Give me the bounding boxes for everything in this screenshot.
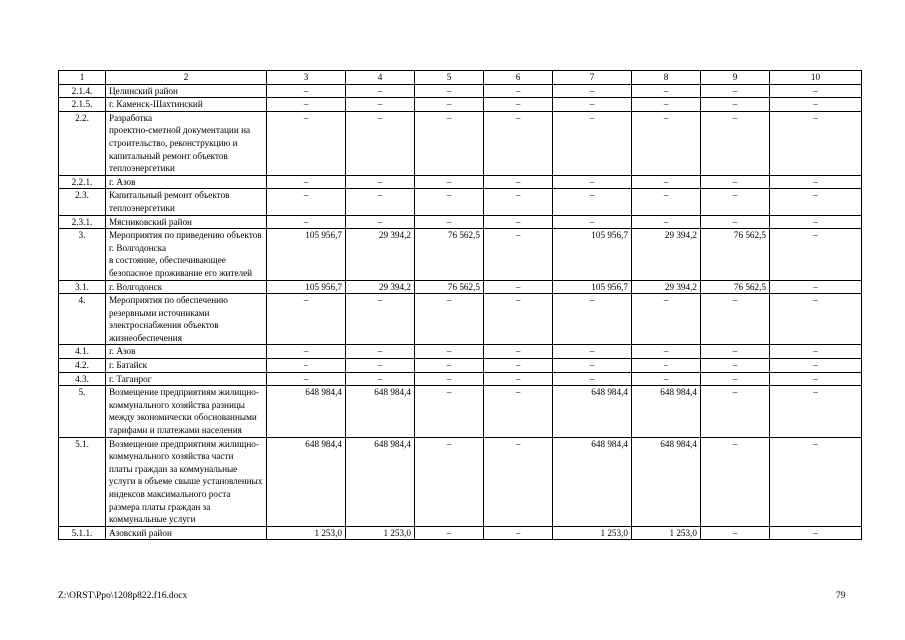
value-cell: 29 394,2 (632, 280, 701, 294)
row-name: г. Азов (106, 345, 267, 359)
value-cell: – (415, 175, 484, 189)
value-cell: 648 984,4 (553, 386, 632, 437)
value-cell: – (415, 386, 484, 437)
value-cell: 105 956,7 (553, 280, 632, 294)
header-cell: 1 (59, 71, 106, 85)
row-code: 2.1.5. (59, 98, 106, 112)
value-cell: – (632, 84, 701, 98)
value-cell: 29 394,2 (346, 280, 415, 294)
value-cell: – (553, 215, 632, 229)
table-row (59, 84, 862, 98)
value-cell: – (484, 437, 553, 526)
value-cell: – (701, 359, 770, 373)
row-code: 5.1. (59, 437, 106, 526)
value-cell: – (484, 372, 553, 386)
header-row (59, 71, 862, 85)
row-code: 2.2. (59, 111, 106, 175)
value-cell: – (346, 175, 415, 189)
value-cell: – (553, 175, 632, 189)
value-cell: – (770, 386, 862, 437)
value-cell: 648 984,4 (632, 437, 701, 526)
value-cell: – (484, 345, 553, 359)
value-cell: – (770, 229, 862, 280)
value-cell: – (484, 526, 553, 540)
value-cell: – (415, 111, 484, 175)
value-cell: 76 562,5 (415, 280, 484, 294)
value-cell: – (701, 437, 770, 526)
row-name: Целинский район (106, 84, 267, 98)
value-cell: – (267, 189, 346, 215)
value-cell: – (267, 345, 346, 359)
value-cell: – (267, 215, 346, 229)
value-cell: 29 394,2 (632, 229, 701, 280)
table-row (59, 111, 862, 175)
value-cell: – (484, 84, 553, 98)
value-cell: – (415, 359, 484, 373)
value-cell: – (632, 175, 701, 189)
value-cell: – (415, 98, 484, 112)
header-cell: 4 (346, 71, 415, 85)
value-cell: – (770, 437, 862, 526)
value-cell: – (484, 98, 553, 112)
value-cell: 648 984,4 (267, 437, 346, 526)
header-cell: 7 (553, 71, 632, 85)
row-name: Возмещение предприятиям жилищно-коммунального хозяйства части платы граждан за коммунальные услуги в объеме свыше установленных индексов максимального роста размера платы граждан за коммунальные услуги (106, 437, 267, 526)
table-row (59, 345, 862, 359)
value-cell: – (484, 280, 553, 294)
value-cell: – (770, 215, 862, 229)
table-row (59, 372, 862, 386)
value-cell: – (553, 359, 632, 373)
value-cell: 648 984,4 (553, 437, 632, 526)
header-cell: 3 (267, 71, 346, 85)
table-row (59, 359, 862, 373)
header-cell: 5 (415, 71, 484, 85)
value-cell: – (632, 215, 701, 229)
value-cell: 76 562,5 (701, 229, 770, 280)
value-cell: – (553, 189, 632, 215)
value-cell: – (701, 98, 770, 112)
value-cell: – (415, 84, 484, 98)
budget-table (58, 70, 862, 540)
value-cell: – (415, 372, 484, 386)
value-cell: – (484, 229, 553, 280)
value-cell: – (484, 111, 553, 175)
row-name: Разработка проектно-сметной документации на строительство, реконструкцию и капитальный ремонт объектов теплоэнергетики (106, 111, 267, 175)
value-cell: – (267, 175, 346, 189)
value-cell: – (701, 84, 770, 98)
row-name: Мероприятия по обеспечению резервными источниками электроснабжения объектов жизнеобеспечения (106, 294, 267, 345)
value-cell: – (770, 294, 862, 345)
value-cell: – (632, 111, 701, 175)
value-cell: – (267, 294, 346, 345)
value-cell: – (701, 526, 770, 540)
value-cell: – (553, 294, 632, 345)
page-number: 79 (836, 591, 846, 601)
row-code: 2.3. (59, 189, 106, 215)
value-cell: – (346, 294, 415, 345)
value-cell: – (346, 345, 415, 359)
value-cell: – (770, 372, 862, 386)
value-cell: – (770, 280, 862, 294)
row-name: г. Каменск-Шахтинский (106, 98, 267, 112)
value-cell: – (770, 526, 862, 540)
row-name: г. Азов (106, 175, 267, 189)
table-row (59, 526, 862, 540)
value-cell: – (701, 372, 770, 386)
value-cell: – (346, 84, 415, 98)
value-cell: – (553, 111, 632, 175)
value-cell: – (484, 294, 553, 345)
value-cell: – (415, 215, 484, 229)
value-cell: – (632, 372, 701, 386)
row-name: г. Батайск (106, 359, 267, 373)
value-cell: 648 984,4 (267, 386, 346, 437)
header-cell: 6 (484, 71, 553, 85)
header-cell: 9 (701, 71, 770, 85)
value-cell: – (770, 359, 862, 373)
row-code: 3.1. (59, 280, 106, 294)
value-cell: – (770, 84, 862, 98)
row-code: 4. (59, 294, 106, 345)
value-cell: – (484, 386, 553, 437)
value-cell: – (484, 175, 553, 189)
row-code: 5.1.1. (59, 526, 106, 540)
value-cell: – (415, 526, 484, 540)
header-cell: 8 (632, 71, 701, 85)
value-cell: – (415, 437, 484, 526)
table-row (59, 294, 862, 345)
value-cell: 76 562,5 (415, 229, 484, 280)
value-cell: – (701, 215, 770, 229)
table-row (59, 175, 862, 189)
row-name: г. Таганрог (106, 372, 267, 386)
value-cell: – (632, 345, 701, 359)
row-code: 2.2.1. (59, 175, 106, 189)
value-cell: – (267, 84, 346, 98)
value-cell: 1 253,0 (267, 526, 346, 540)
value-cell: 1 253,0 (346, 526, 415, 540)
value-cell: – (553, 84, 632, 98)
value-cell: 105 956,7 (267, 229, 346, 280)
value-cell: – (701, 345, 770, 359)
value-cell: – (553, 98, 632, 112)
row-code: 3. (59, 229, 106, 280)
value-cell: – (484, 215, 553, 229)
value-cell: – (770, 98, 862, 112)
value-cell: 29 394,2 (346, 229, 415, 280)
value-cell: – (267, 111, 346, 175)
value-cell: – (267, 372, 346, 386)
row-name: Возмещение предприятиям жилищно-коммунального хозяйства разницы между экономически обоснованными тарифами и платежами населения (106, 386, 267, 437)
value-cell: 76 562,5 (701, 280, 770, 294)
value-cell: – (701, 294, 770, 345)
row-code: 4.1. (59, 345, 106, 359)
value-cell: – (346, 98, 415, 112)
header-cell: 10 (770, 71, 862, 85)
row-code: 5. (59, 386, 106, 437)
value-cell: – (632, 294, 701, 345)
table-row (59, 98, 862, 112)
table-row (59, 386, 862, 437)
value-cell: 648 984,4 (346, 386, 415, 437)
value-cell: – (346, 372, 415, 386)
row-code: 4.2. (59, 359, 106, 373)
value-cell: – (346, 359, 415, 373)
table-row (59, 437, 862, 526)
value-cell: – (770, 111, 862, 175)
row-code: 4.3. (59, 372, 106, 386)
value-cell: – (415, 189, 484, 215)
value-cell: 648 984,4 (632, 386, 701, 437)
table-row (59, 280, 862, 294)
row-name: Капитальный ремонт объектов теплоэнергетики (106, 189, 267, 215)
table-row (59, 215, 862, 229)
value-cell: – (632, 359, 701, 373)
value-cell: – (701, 175, 770, 189)
value-cell: – (701, 189, 770, 215)
value-cell: 1 253,0 (553, 526, 632, 540)
value-cell: – (346, 111, 415, 175)
value-cell: – (267, 98, 346, 112)
file-path: Z:\ORST\Ppo\1208p822.f16.docx (58, 591, 188, 601)
value-cell: – (346, 189, 415, 215)
value-cell: – (770, 189, 862, 215)
row-name: Азовский район (106, 526, 267, 540)
value-cell: – (701, 386, 770, 437)
value-cell: – (632, 98, 701, 112)
value-cell: – (770, 345, 862, 359)
value-cell: – (484, 359, 553, 373)
value-cell: – (415, 294, 484, 345)
row-code: 2.3.1. (59, 215, 106, 229)
table-row (59, 229, 862, 280)
value-cell: 1 253,0 (632, 526, 701, 540)
row-code: 2.1.4. (59, 84, 106, 98)
value-cell: – (346, 215, 415, 229)
row-name: Мясниковский район (106, 215, 267, 229)
value-cell: 648 984,4 (346, 437, 415, 526)
value-cell: – (632, 189, 701, 215)
value-cell: – (553, 372, 632, 386)
value-cell: – (770, 175, 862, 189)
value-cell: 105 956,7 (553, 229, 632, 280)
value-cell: – (484, 189, 553, 215)
value-cell: – (553, 345, 632, 359)
row-name: г. Волгодонск (106, 280, 267, 294)
row-name: Мероприятия по приведению объектов г. Волгодонска в состояние, обеспечивающее безопасное проживание его жителей (106, 229, 267, 280)
value-cell: 105 956,7 (267, 280, 346, 294)
value-cell: – (415, 345, 484, 359)
value-cell: – (701, 111, 770, 175)
value-cell: – (267, 359, 346, 373)
table-row (59, 189, 862, 215)
header-cell: 2 (106, 71, 267, 85)
